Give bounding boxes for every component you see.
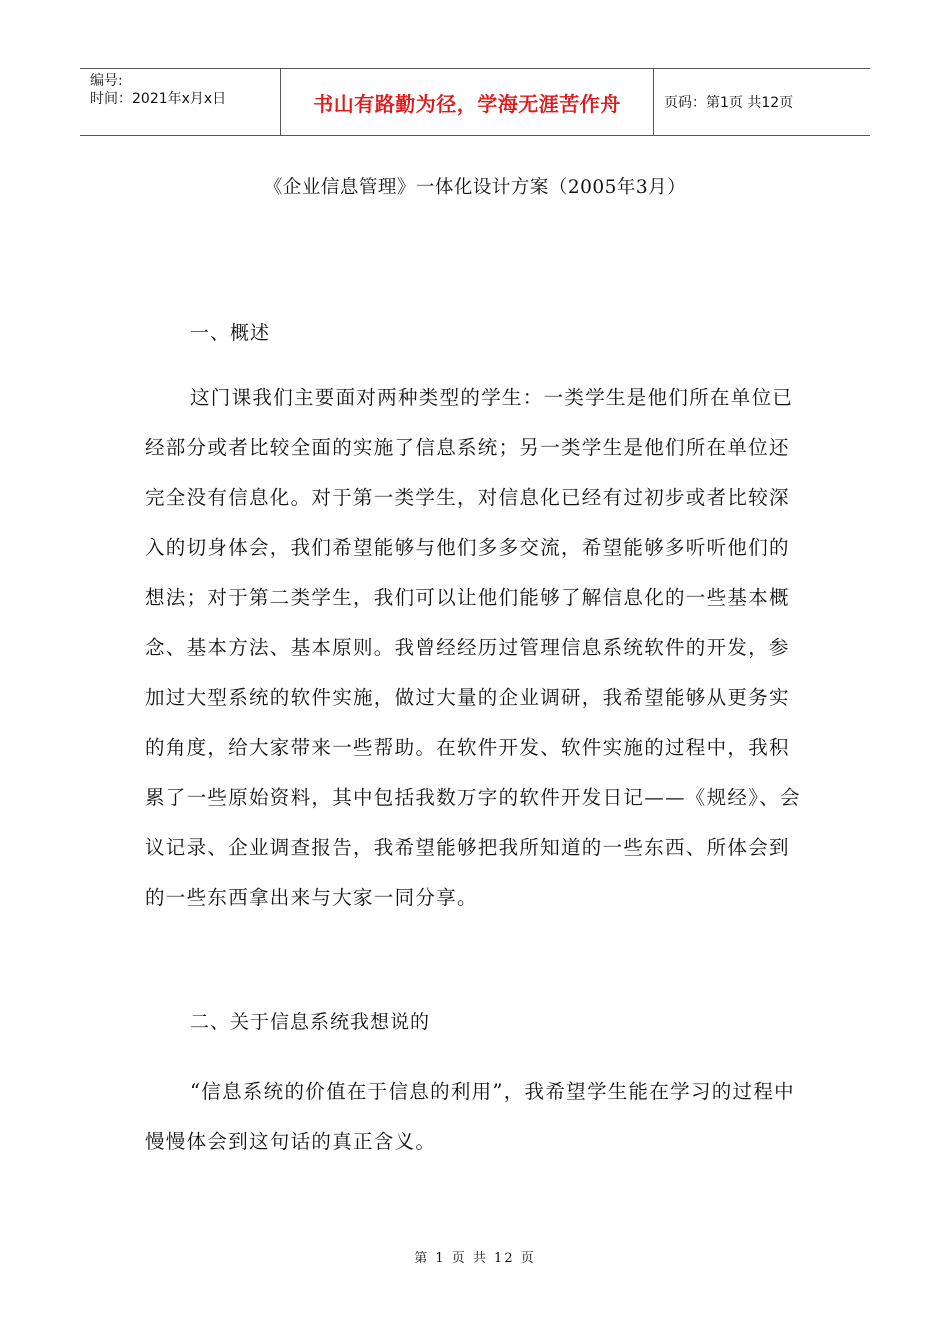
section2-body: “信息系统的价值在于信息的利用”，我希望学生能在学习的过程中慢慢体会到这句话的真正含义。 <box>145 1080 795 1153</box>
section2-heading: 二、关于信息系统我想说的 <box>190 1011 431 1033</box>
header-motto: 书山有路勤为径，学海无涯苦作舟 <box>313 91 621 116</box>
date-line: 时间：2021年x月x日 <box>90 91 227 107</box>
page-footer: 第 1 页 共 12 页 <box>414 1251 536 1266</box>
document-title: 《企业信息管理》一体化设计方案（2005年3月） <box>263 177 687 198</box>
number-label: 编号: <box>90 73 123 89</box>
header-meta <box>80 69 281 135</box>
header-motto-cell <box>281 69 654 135</box>
document-header <box>80 68 870 136</box>
section1-heading: 一、概述 <box>190 322 271 344</box>
header-page-info: 页码：第1页 共12页 <box>664 95 794 111</box>
section1-body: 这门课我们主要面对两种类型的学生：一类学生是他们所在单位已经部分或者比较全面的实施了信息系统；另一类学生是他们所在单位还完全没有信息化。对于第一类学生，对信息化已经有过初步或者比较深入的切身体会，我们希望能够与他们多多交流，希望能够多听听他们的想法；对于第二类学生，我们可以让他们能够了解信息化的一些基本概念、基本方法、基本原则。我曾经经历过管理信息系统软件的开发，参加过大型系统的软件实施，做过大量的企业调研，我希望能够从更务实的角度，给大家带来一些帮助。在软件开发、软件实施的过程中，我积累了一些原始资料，其中包括我数万字的软件开发日记——《规经》、会议记录、企业调查报告，我希望能够把我所知道的一些东西、所体会到的一些东西拿出来与大家一同分享。 <box>145 386 801 909</box>
